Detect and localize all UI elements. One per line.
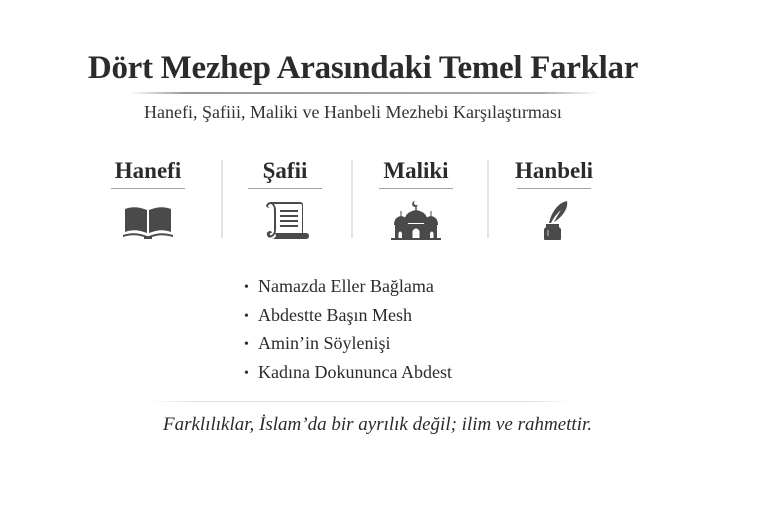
title-divider [128, 92, 598, 94]
column-heading: Hanefi [114, 158, 182, 183]
column-underline [111, 188, 185, 189]
column-maliki [351, 156, 481, 241]
page-title: Dört Mezhep Arasındaki Temel Farklar [87, 50, 639, 86]
bullet-icon: • [244, 308, 249, 324]
column-underline [248, 188, 322, 189]
bullet-icon: • [244, 280, 249, 295]
open-book-icon [121, 199, 175, 241]
column-heading: Şafii [262, 158, 308, 183]
mosque-icon [389, 199, 443, 241]
page-subtitle: Hanefi, Şafiii, Maliki ve Hanbeli Mezhebi Karşılaştırması [144, 102, 562, 122]
list-item-text: Namazda Eller Bağlama [258, 276, 434, 296]
list-item [244, 301, 452, 330]
column-heading: Hanbeli [515, 158, 593, 183]
list-item [244, 358, 452, 387]
footer-quote: Farklılıklar, İslam’da bir ayrılık değil; ilim ve rahmettir. [163, 414, 593, 435]
column-underline [379, 188, 453, 189]
bullet-icon: • [244, 337, 249, 352]
list-item [244, 329, 452, 358]
bullet-icon: • [244, 365, 249, 381]
list-item-text: Kadına Dokununca Abdest [258, 361, 452, 382]
list-item-text: Abdestte Başın Mesh [258, 304, 412, 325]
column-safii [220, 156, 350, 241]
column-hanbeli [489, 156, 619, 241]
column-underline [517, 188, 591, 189]
column-hanefi [83, 156, 213, 241]
scroll-icon [258, 199, 312, 241]
list-item-text: Amin’in Söylenişi [258, 333, 391, 353]
quill-inkwell-icon [527, 199, 581, 241]
footer-divider [150, 401, 574, 402]
list-item [244, 272, 452, 301]
column-heading: Maliki [383, 158, 449, 183]
differences-list [244, 272, 452, 386]
